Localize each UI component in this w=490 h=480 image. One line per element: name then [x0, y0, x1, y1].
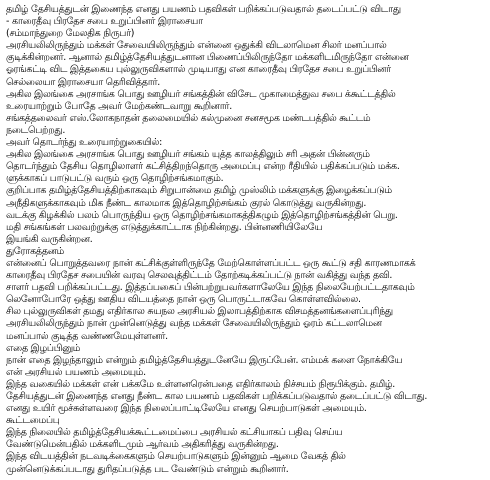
article-line: லெனோபோரே ஒத்து ஊதிய விடயத்தை நான் ஒரு பொருட்டாகவே கொள்ளவில்லை.: [6, 294, 361, 306]
article-line: காரைதீவு பிரதேச சபையின் வரவு செலவுத்திட்டம் தோற்கடிக்கப்பட்டு நான் வகித்து வந்த தவி.: [6, 270, 393, 282]
article-line: மதி சங்கங்கள் பலவற்றுக்கு எடுத்துக்காட்டாக நிற்கின்றது. பின்னணியிலேயே: [6, 221, 323, 233]
article-line: அகில இலங்கை அரசாங்க பொது ஊழியர் சங்கம் யுத்த காலத்திலும் சரி அதன் பின்னரும்: [6, 149, 370, 161]
article-line: இந்த நிலையில் தமிழ்த்தேசியக்கூட்டமைப்பை அரசியல் கட்சியாகப் பதிவு செய்ய: [6, 427, 343, 439]
article-line: மனப்பால் குடித்த வண்ணமேயுள்ளனர்.: [6, 330, 168, 342]
article-line: நடைபெற்றது.: [6, 124, 66, 136]
article-line: தொடர்ந்தும் தேசிய தொழிலாளர் கட்சித்திறந்தொரு அமைப்பு என்ற ரீதியில் பதிக்கப்படும் மக்க.: [6, 161, 400, 173]
article-line: என் அரசியல் பயணம் அமையும்.: [6, 366, 146, 378]
article-line: இந்த வகையில் மக்கள் என் பக்கமே உள்ளனரென்பதை எதிர்காலம் நிச்சயம் நிரூபிக்கும். தமிழ்.: [6, 378, 395, 390]
article-line: அநீதிகளுக்காகவும் மிக நீண்ட காலமாக இத்தொழிற்சங்கம் குரல் கொடுத்து வருகின்றது.: [6, 197, 367, 209]
article-line: எதை இழப்பினும்: [6, 342, 81, 354]
article-line: கூட்டமைப்பு: [6, 415, 60, 427]
article-line: வேண்டுமென்பதில் மக்களிடமும் ஆர்வம் அதிகரித்து வருகின்றது.: [6, 439, 279, 451]
article-line: - காரைதீவு பிரதேச சபை உறுப்பினர் இராசையா: [6, 16, 203, 28]
article-line: எனது உயிர் மூச்சுள்ளவரை இந்த நிலைப்பாட்டிலேயே எனது செயற்பாடுகள் அமையும்.: [6, 403, 367, 415]
article-line: நான் எதை இழந்தாலும் என்றும் தமிழ்த்தேசியத்துடனேயே இருப்பேன். எம்மக் களை நோக்கியே: [6, 354, 403, 366]
article-line: குடிக்கின்றனர். ஆனால் தமிழ்த்தேசியத்துடனான பிணைப்பிலிருந்தோ மக்களிடமிருந்தோ என்னை: [6, 52, 409, 64]
article-line: என்னைப் பொறுத்தவரை நான் கட்சிக்குள்ளிருந்தே மேற்கொள்ளப்பட்ட ஒரு கூட்டு சதி காரணமாகக்: [6, 257, 416, 269]
article-line: குறிப்பாக தமிழ்த்தேசியத்திற்காகவும் சிறுபான்மை தமிழ் முஸ்லிம் மக்களுக்கு இழைக்கப்படும்: [6, 185, 392, 197]
article-line: அவர் தொடர்ந்து உரையாற்றுகையில்:: [6, 137, 163, 149]
article-line: இயங்கி வருகின்றன.: [6, 233, 93, 245]
article-line: சில புல்லுருவிகள் தமது எதிர்கால சுயநல அரசியல் இலாபத்திற்காக விசமத்தனங்களைப்புரிந்து: [6, 306, 393, 318]
article-line: ஓரங்கட்டி விட இத்தகைய புல்லுருவிகளால் முடியாது என காரைதீவு பிரதேச சபை உறுப்பினர்: [6, 64, 391, 76]
article-line: முன்னெடுக்கப்படாது துரிதப்படுத்த பட வேண்டும் என்றும் கூறினார்.: [6, 463, 289, 475]
article-line: ளுக்காகப் பாடுபட்டு வரும் ஒரு தொழிற்சங்கமாகும்.: [6, 173, 224, 185]
article-line: சாளர் பதவி பறிக்கப்பட்டது. இத்தப்பகைப் பின்பற்றுபவர்களாலேயே இந்த நிலையேற்பட்டதாகவும்: [6, 282, 415, 294]
article-line: வடக்கு கிழக்கில் பலம் பொருந்திய ஒரு தொழிற்சங்கமாகத்திகழும் இத்தொழிற்சங்கத்தின் பெறு.: [6, 209, 398, 221]
article-line: அரசியலிலிருந்தும் நான் முன்னெடுத்து வந்த மக்கள் சேவையிலிருந்தும் ஓரம் கட்டலாமென: [6, 318, 382, 330]
article-line: அரசியலிலிருந்தும் மக்கள் சேவையிலிருந்தும் என்னை ஒதுக்கி விடலாமென சிலர் மனப்பால்: [6, 40, 387, 52]
article-line: செல்லையா இராசையா தெரிவித்தார்.: [6, 76, 161, 88]
article-line: துரோகத்தனம்: [6, 245, 64, 257]
article-line: உரையாற்றும் போதே அவர் மேற்கண்டவாறு கூறினார்.: [6, 100, 233, 112]
article-line: அகில இலங்கை அரசாங்க பொது ஊழியர் சங்கத்தின் விசேட முகாமைத்துவ சபை க்கூட்டத்தில்: [6, 88, 396, 100]
article-line: தமிழ் தேசியத்துடன் இணைந்த எனது பயணம் பதவிகள் பறிக்கப்படுவதால் தடைப்பட்டு விடாது: [6, 4, 401, 15]
article-line: (சம்மாந்துறை மேலதிக நிருபர்): [6, 28, 135, 40]
article-line: சங்கத்தலைவர் எஸ்.லோகநாதன் தலைமையில் கல்முனை சனசமூக மண்டபத்தில் கூட்டம்: [6, 112, 371, 124]
article-line: தேசியத்துடன் இணைந்த எனது நீண்ட கால பயணம் பதவிகள் பறிக்கப்படுவதால் தடைப்பட்டு விடாது.: [6, 391, 428, 402]
article-line: இந்த விடயத்தின் நடவடிக்கைகளும் செயற்பாடுகளும் இன்னும் ஆமை வேகத் தில்: [6, 451, 346, 463]
